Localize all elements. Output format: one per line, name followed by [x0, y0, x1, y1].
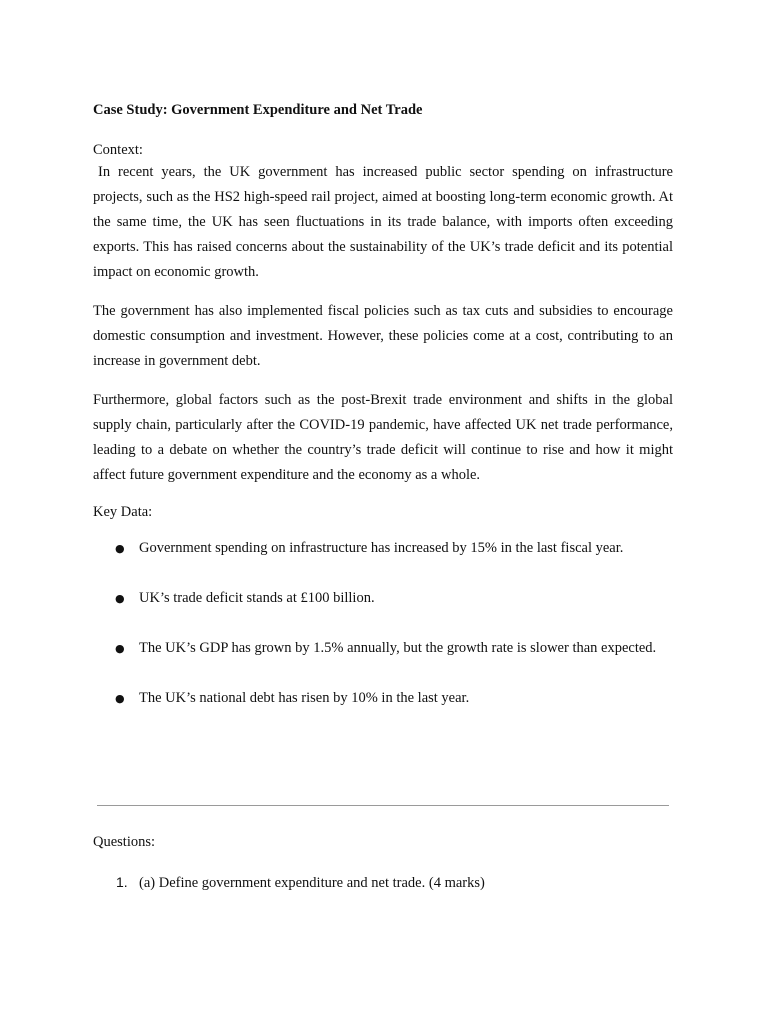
key-data-text: UK’s trade deficit stands at £100 billion.	[139, 590, 375, 606]
key-data-item	[93, 536, 673, 561]
key-data-item	[93, 586, 673, 611]
context-label: Context:	[93, 142, 143, 158]
key-data-text: Government spending on infrastructure has increased by 15% in the last fiscal year.	[139, 540, 624, 556]
document-title: Case Study: Government Expenditure and Net Trade	[93, 102, 423, 118]
key-data-text: The UK’s GDP has grown by 1.5% annually, but the growth rate is slower than expected.	[139, 640, 657, 656]
horizontal-divider	[97, 805, 669, 806]
question-number: 1.	[116, 874, 128, 890]
key-data-label: Key Data:	[93, 504, 153, 520]
key-data-item	[93, 636, 673, 661]
context-paragraph-2: The government has also implemented fiscal policies such as tax cuts and subsidies to encourage domestic consumption and investment. However, these policies come at a cost, contributing to an increase in government debt.	[93, 303, 673, 369]
question-text: (a) Define government expenditure and net trade. (4 marks)	[139, 875, 485, 891]
bullet-icon: ●	[115, 592, 125, 605]
bullet-icon: ●	[115, 692, 125, 705]
document-body	[93, 100, 673, 736]
bullet-icon: ●	[115, 642, 125, 655]
context-paragraph-3: Furthermore, global factors such as the post-Brexit trade environment and shifts in the global supply chain, particularly after the COVID-19 pandemic, have affected UK net trade performance, leading to a debate on whether the country’s trade deficit will continue to rise and how it might affect future government expenditure and the economy as a whole.	[93, 392, 673, 483]
question-item	[116, 872, 485, 893]
key-data-text: The UK’s national debt has risen by 10% in the last year.	[139, 690, 470, 706]
bullet-icon: ●	[115, 542, 125, 555]
context-paragraph-1: In recent years, the UK government has increased public sector spending on infrastructure projects, such as the HS2 high-speed rail project, aimed at boosting long-term economic growth. At the same time, the UK has seen fluctuations in its trade balance, with imports often exceeding exports. This has raised concerns about the sustainability of the UK’s trade deficit and its potential impact on economic growth.	[93, 164, 673, 280]
questions-label: Questions:	[93, 834, 156, 850]
key-data-list	[93, 536, 673, 711]
key-data-item	[93, 686, 673, 711]
